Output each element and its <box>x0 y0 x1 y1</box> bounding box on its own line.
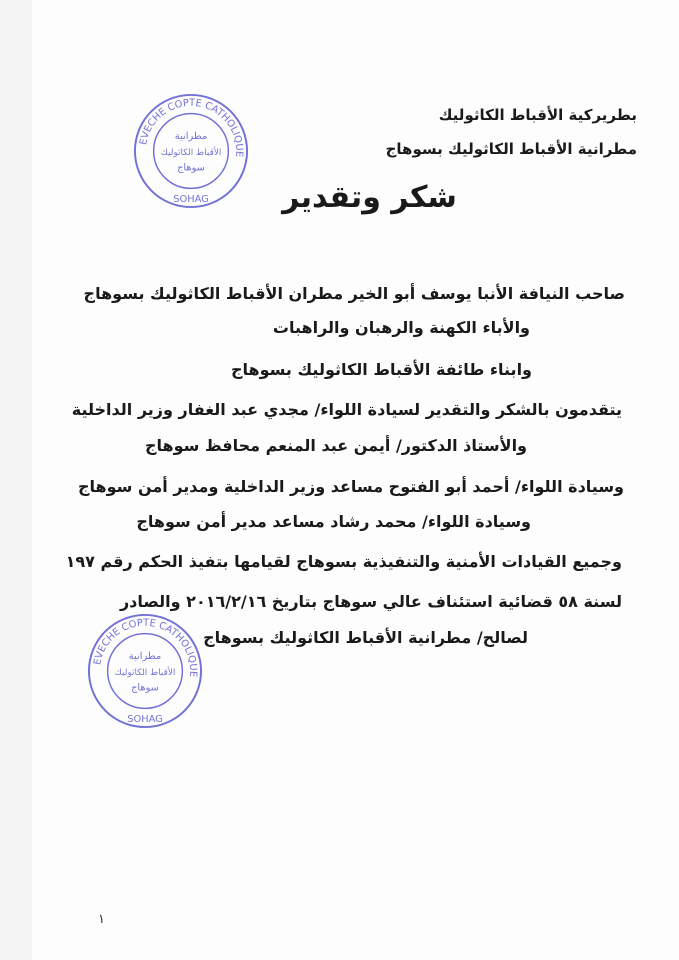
body-line: لصالح/ مطرانية الأقباط الكاثوليك بسوهاج <box>203 628 528 647</box>
body-line: وجميع القيادات الأمنية والتنفيذية بسوهاج لقيامها بتفيذ الحكم رقم ١٩٧ <box>65 552 622 571</box>
svg-text:SOHAG: SOHAG <box>127 714 163 726</box>
church-seal-stamp <box>132 92 250 210</box>
svg-text:مطرانية: مطرانية <box>128 651 162 663</box>
svg-text:EVECHE COPTE CATHOLIQUE: EVECHE COPTE CATHOLIQUE <box>92 617 199 678</box>
svg-text:سوهاج: سوهاج <box>131 682 159 694</box>
svg-text:الأقباط الكاثوليك: الأقباط الكاثوليك <box>114 667 176 678</box>
body-line: لسنة ٥٨ قضائية استئناف عالي سوهاج بتاريخ ٢٠١٦/٢/١٦ والصادر <box>119 592 622 611</box>
document-title: شكر وتقدير <box>282 180 457 215</box>
page-number: ١ <box>98 912 105 927</box>
header-diocese: مطرانية الأقباط الكاثوليك بسوهاج <box>385 140 637 158</box>
svg-text:الأقباط الكاثوليك: الأقباط الكاثوليك <box>160 147 222 158</box>
svg-text:سوهاج: سوهاج <box>177 162 205 174</box>
body-line: وابناء طائفة الأقباط الكاثوليك بسوهاج <box>230 360 532 379</box>
header-patriarchate: بطريركية الأقباط الكاثوليك <box>438 106 637 124</box>
body-line: يتقدمون بالشكر والتقدير لسيادة اللواء/ مجدي عبد الغفار وزير الداخلية <box>71 400 622 419</box>
church-seal-stamp <box>86 612 204 730</box>
body-line: والأستاذ الدكتور/ أيمن عبد المنعم محافظ سوهاج <box>144 436 527 455</box>
svg-text:مطرانية: مطرانية <box>174 131 208 143</box>
body-line: صاحب النيافة الأنبا يوسف أبو الخير مطران الأقباط الكاثوليك بسوهاج <box>83 284 625 303</box>
body-line: وسيادة اللواء/ محمد رشاد مساعد مدير أمن سوهاج <box>136 512 531 531</box>
svg-text:EVECHE COPTE CATHOLIQUE: EVECHE COPTE CATHOLIQUE <box>138 97 245 158</box>
svg-text:SOHAG: SOHAG <box>173 194 209 206</box>
body-line: وسيادة اللواء/ أحمد أبو الفتوح مساعد وزير الداخلية ومدير أمن سوهاج <box>78 477 624 496</box>
body-line: والأباء الكهنة والرهبان والراهبات <box>272 318 530 337</box>
